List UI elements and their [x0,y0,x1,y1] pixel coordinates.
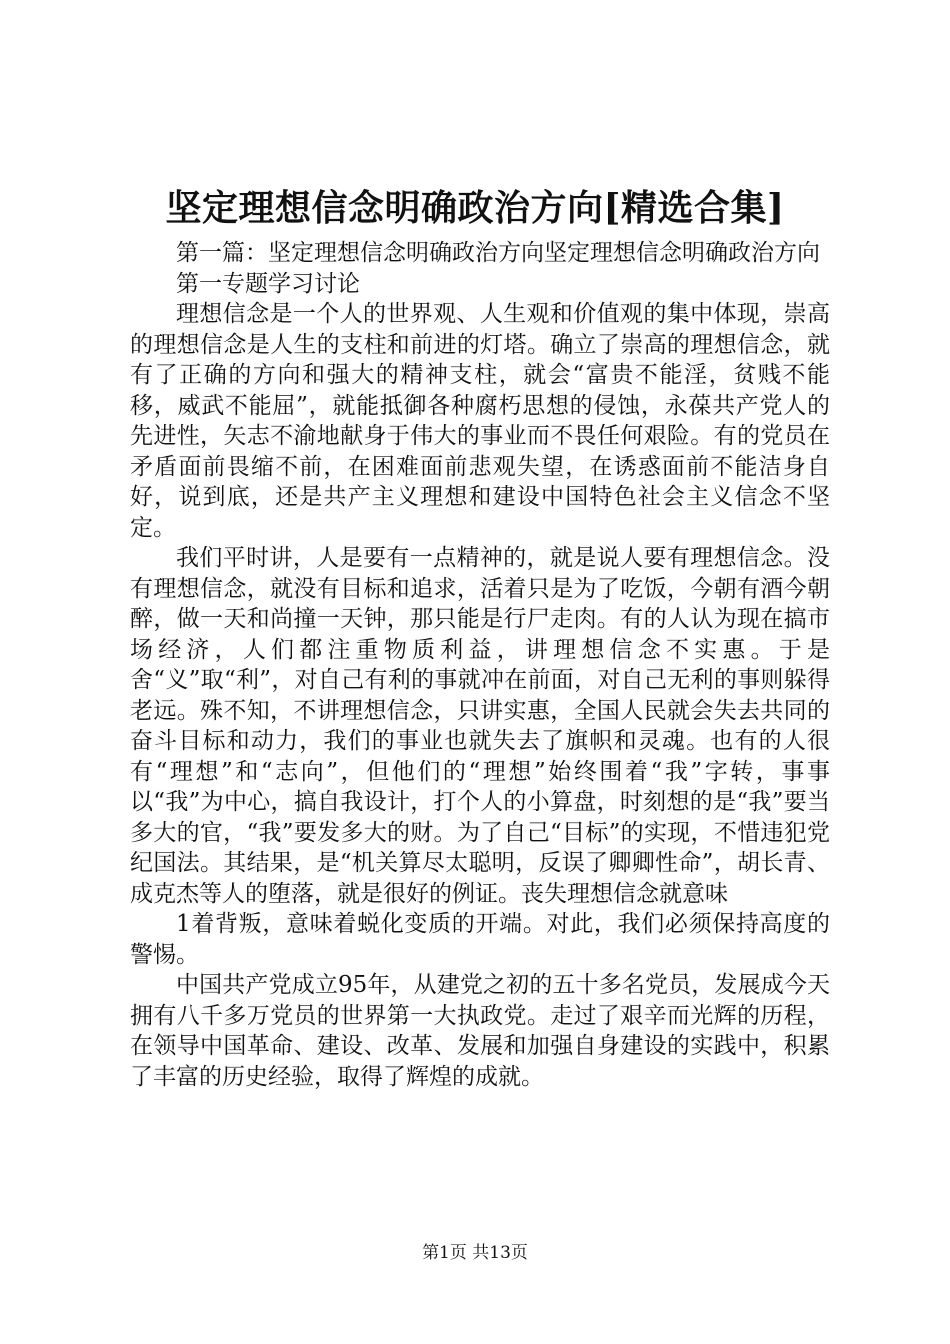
paragraph-body: 理想信念是一个人的世界观、人生观和价值观的集中体现，崇高的理想信念是人生的支柱和前进的灯塔。确立了崇高的理想信念，就有了正确的方向和强大的精神支柱，就会“富贵不能淫，贫贱不能移，威武不能屈”，就能抵御各种腐朽思想的侵蚀，永葆共产党人的先进性，矢志不渝地献身于伟大的事业而不畏任何艰险。有的党员在矛盾面前畏缩不前，在困难面前悲观失望，在诱惑面前不能洁身自好，说到底，还是共产主义理想和建设中国特色社会主义信念不坚定。 [130,301,830,541]
document-title: 坚定理想信念明确政治方向[精选合集] [165,187,785,229]
paragraph-body: 我们平时讲，人是要有一点精神的，就是说人要有理想信念。没有理想信念，就没有目标和追求，活着只是为了吃饭，今朝有酒今朝醉，做一天和尚撞一天钟，那只能是行尸走肉。有的人认为现在搞市场经济，人们都注重物质利益，讲理想信念不实惠。于是舍“义”取“利”，对自己有利的事就冲在前面，对自己无利的事则躲得老远。殊不知，不讲理想信念，只讲实惠，全国人民就会失去共同的奋斗目标和动力，我们的事业也就失去了旗帜和灵魂。也有的人很有“理想”和“志向”，但他们的“理想”始终围着“我”字转，事事以“我”为中心，搞自我设计，打个人的小算盘，时刻想的是“我”要当多大的官，“我”要发多大的财。为了自己“目标”的实现，不惜违犯党纪国法。其结果，是“机关算尽太聪明，反误了卿卿性命”，胡长青、成克杰等人的堕落，就是很好的例证。丧失理想信念就意味 [130,545,830,907]
document-body [130,238,830,1092]
paragraph-body: 1着背叛，意味着蜕化变质的开端。对此，我们必须保持高度的警惕。 [130,911,830,968]
page-number-footer: 第1页 共13页 [422,1243,528,1263]
paragraph-body: 中国共产党成立95年，从建党之初的五十多名党员，发展成今天拥有八千多万党员的世界第一大执政党。走过了艰辛而光辉的历程，在领导中国革命、建设、改革、发展和加强自身建设的实践中，积累了丰富的历史经验，取得了辉煌的成就。 [130,972,830,1090]
paragraph-section-heading: 第一篇：坚定理想信念明确政治方向坚定理想信念明确政治方向 [176,240,820,266]
paragraph-subheading: 第一专题学习讨论 [176,270,360,297]
